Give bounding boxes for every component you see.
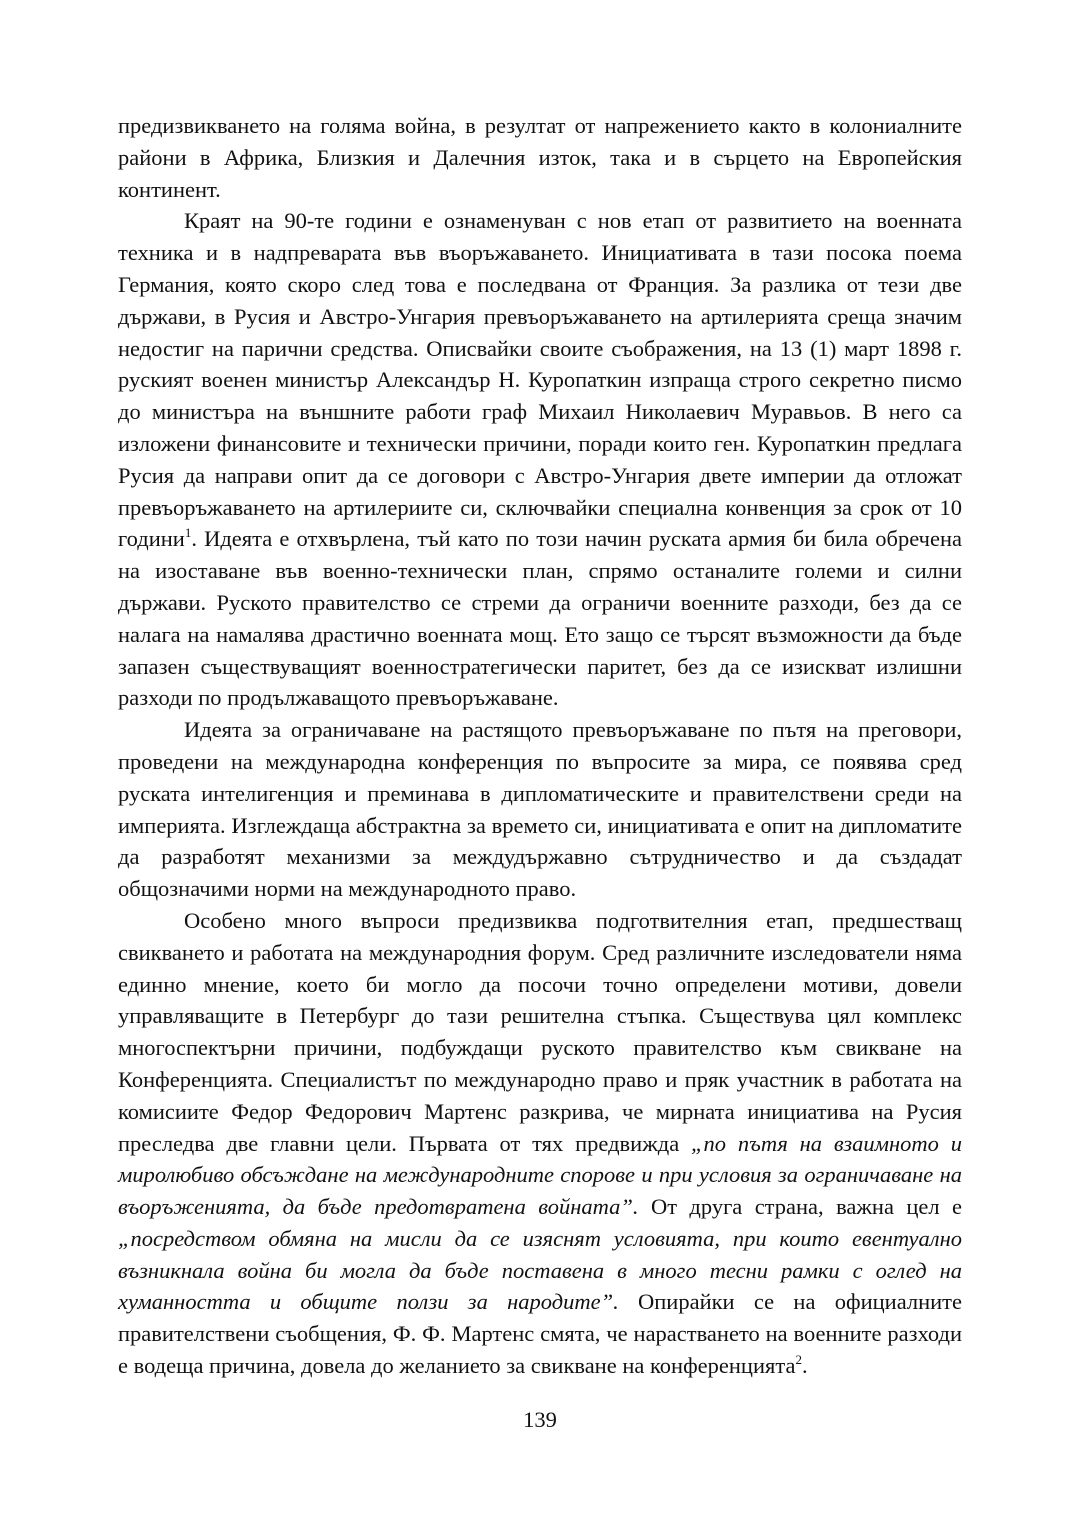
paragraph-3 [118, 714, 962, 905]
paragraph-1 [118, 110, 962, 205]
paragraph-1-text: предизвикването на голяма война, в резултат от напрежението както в колониалните райони в Африка, Близкия и Далечния изток, така и в сърцето на Европейския континент. [118, 113, 962, 202]
quote-first-goal: „по пътя на взаимното и миролюбиво обсъждане на международните спорове и при условия за ограничаване на въоръженията, да бъде предотвратена войната”. [118, 1130, 962, 1220]
footnote-ref-2[interactable]: 2 [795, 1351, 802, 1367]
paragraph-4-text-c: Опирайки се на официалните правителствени съобщения, Ф. Ф. Мартенс смята, че нарастването на военните разходи е водеща причина, довела до желанието за свикване на конференцията [118, 1289, 963, 1379]
paragraph-4-text-b: От друга страна, важна цел е [638, 1194, 962, 1220]
paragraph-2-text-a: Краят на 90-те години е ознаменуван с нов етап от развитието на военната техника и в надпреварата във въоръжаването. Инициативата в тази посока поема Германия, която скоро след това е последвана от Франция. За разлика от тези две държави, в Русия и Австро-Унгария превъоръжаването на артилерията среща значим недостиг на парични средства. Описвайки своите съображения, на 13 (1) март 1898 г. руският военен министър Александър Н. Куропаткин изпраща строго секретно писмо до министъра на външните работи граф Михаил Николаевич Муравьов. В него са изложени финансовите и технически причини, поради които ген. Куропаткин предлага Русия да направи опит да се договори с Австро-Унгария двете империи да отложат превъоръжаването на артилериите си, сключвайки специална конвенция за срок от 10 години [118, 208, 962, 552]
footnote-ref-1[interactable]: 1 [184, 524, 192, 540]
paragraph-4 [118, 905, 962, 1382]
paragraph-2 [118, 205, 962, 714]
paragraph-3-text: Идеята за ограничаване на растящото превъоръжаване по пътя на преговори, проведени на международна конференция по въпросите за мира, се появява сред руската интелигенция и преминава в дипломатическите и правителствени среди на империята. Изглеждаща абстрактна за времето си, инициативата е опит на дипломатите да разработят механизми за междудържавно сътрудничество и да създадат общозначими норми на международното право. [118, 717, 962, 902]
quote-second-goal: „посредством обмяна на мисли да се изяснят условията, при които евентуално възникнала война би могла да бъде поставена в много тесни рамки с оглед на хуманността и общите ползи за народите”. [118, 1225, 962, 1315]
paragraph-4-text-d: . [801, 1353, 808, 1379]
paragraph-4-text-a: Особено много въпроси предизвиква подготвителния етап, предшестващ свикването и работата на международния форум. Сред различните изследователи няма единно мнение, което би могло да посочи точно определени мотиви, довели управляващите в Петербург до тази решителна стъпка. Съществува цял комплекс многоспектърни причини, подбуждащи руското правителство към свикване на Конференцията. Специалистът по международно право и пряк участник в работата на комисиите Федор Федорович Мартенс разкрива, че мирната инициатива на Русия преследва две главни цели. Първата от тях предвижда [118, 907, 962, 1156]
page-body [118, 110, 962, 1382]
paragraph-2-text-b: . Идеята е отхвърлена, тъй като по този начин руската армия би била обречена на изоставане във военно-технически план, спрямо останалите големи и силни държави. Руското правителство се стреми да ограничи военните разходи, без да се налага на намалява драстично военната мощ. Ето защо се търсят възможности да бъде запазен съществуващият военностратегически паритет, без да се изискват излишни разходи по продължаващото превъоръжаване. [118, 526, 962, 711]
page-number: 139 [523, 1407, 557, 1432]
